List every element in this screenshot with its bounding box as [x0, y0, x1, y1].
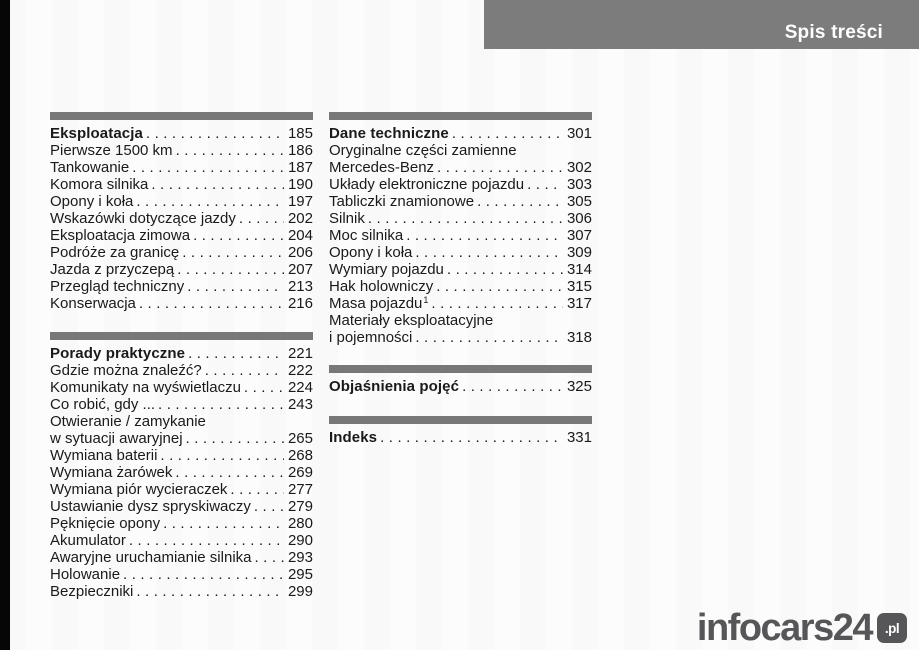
page-number: 187 — [287, 159, 313, 176]
page-number: 306 — [566, 210, 592, 227]
dot-leader — [176, 142, 284, 159]
toc-entry — [50, 244, 313, 261]
toc-entry-label: Moc silnika — [329, 227, 404, 244]
page-number: 213 — [287, 278, 313, 295]
chapter-header-bar — [484, 0, 919, 49]
toc-entry — [329, 378, 592, 395]
toc-entry — [50, 261, 313, 278]
toc-entry-label: Wskazówki dotyczące jazdy — [50, 210, 236, 227]
toc-entry-label: Wymiana żarówek — [50, 464, 173, 481]
toc-entry — [50, 227, 313, 244]
toc-entry-label: Pęknięcie opony — [50, 515, 161, 532]
page-number: 224 — [287, 379, 313, 396]
page-number: 207 — [287, 261, 313, 278]
logo-pl-badge: .pl — [877, 613, 907, 643]
toc-entry — [50, 142, 313, 159]
toc-entry-label: Konserwacja — [50, 295, 136, 312]
table-of-contents — [50, 112, 592, 600]
toc-entry-wrap-line — [329, 312, 592, 329]
toc-entry — [50, 549, 313, 566]
dot-leader — [163, 515, 284, 532]
toc-entry — [329, 429, 592, 446]
toc-entry-label: Mercedes-Benz — [329, 159, 435, 176]
page-number: 268 — [287, 447, 313, 464]
dot-leader — [177, 261, 284, 278]
toc-entry-label: Eksploatacja — [50, 125, 143, 142]
toc-entry — [50, 566, 313, 583]
dot-leader — [123, 566, 284, 583]
toc-entry-label: Oryginalne części zamienne — [329, 142, 517, 159]
toc-entry-label: Pierwsze 1500 km — [50, 142, 173, 159]
toc-entry-label: Gdzie można znaleźć? — [50, 362, 202, 379]
toc-entry — [50, 498, 313, 515]
page-number: 303 — [566, 176, 592, 193]
page-number: 186 — [287, 142, 313, 159]
toc-section-dane-techniczne — [329, 112, 592, 346]
dot-leader — [406, 227, 563, 244]
toc-entry — [329, 210, 592, 227]
page-number: 318 — [566, 329, 592, 346]
page-number: 206 — [287, 244, 313, 261]
toc-entry-label: Opony i koła — [50, 193, 134, 210]
toc-entry — [50, 379, 313, 396]
toc-entry-label: Bezpieczniki — [50, 583, 134, 600]
page-number: 185 — [287, 125, 313, 142]
dot-leader — [175, 464, 284, 481]
dot-leader — [239, 210, 284, 227]
toc-entry — [329, 261, 592, 278]
toc-entry-label: Akumulator — [50, 532, 126, 549]
page-number: 331 — [566, 429, 592, 446]
dot-leader — [136, 193, 284, 210]
toc-section-objasnienia — [329, 365, 592, 395]
page-number: 202 — [287, 210, 313, 227]
page-number: 269 — [287, 464, 313, 481]
page-number: 293 — [287, 549, 313, 566]
toc-entry-label: Holowanie — [50, 566, 121, 583]
logo-brand-text: infocars24 — [696, 606, 872, 649]
dot-leader — [205, 362, 284, 379]
dot-leader — [477, 193, 563, 210]
toc-entry-label: Wymiana piór wycieraczek — [50, 481, 228, 498]
toc-entry — [50, 295, 313, 312]
toc-entry-label: Tabliczki znamionowe — [329, 193, 475, 210]
toc-entry — [329, 159, 592, 176]
toc-entry — [50, 159, 313, 176]
toc-column-1 — [50, 112, 313, 600]
section-divider-bar — [329, 416, 592, 424]
page-number: 280 — [287, 515, 313, 532]
page-number: 222 — [287, 362, 313, 379]
dot-leader — [188, 345, 284, 362]
dot-leader — [431, 295, 563, 312]
toc-entry — [50, 176, 313, 193]
section-divider-bar — [329, 112, 592, 120]
page-number: 317 — [566, 295, 592, 312]
toc-entry — [329, 295, 592, 312]
page-number: 307 — [566, 227, 592, 244]
toc-entry — [50, 515, 313, 532]
toc-entry-label: Hak holowniczy — [329, 278, 434, 295]
dot-leader — [254, 498, 284, 515]
toc-entry-label: Układy elektroniczne pojazdu — [329, 176, 525, 193]
dot-leader — [151, 176, 284, 193]
dot-leader — [158, 396, 284, 413]
toc-entry-label: Wymiary pojazdu — [329, 261, 444, 278]
page-number: 265 — [287, 430, 313, 447]
dot-leader — [415, 244, 563, 261]
dot-leader — [146, 125, 284, 142]
toc-entry-label: Komunikaty na wyświetlaczu — [50, 379, 241, 396]
section-divider-bar — [329, 365, 592, 373]
dot-leader — [230, 481, 284, 498]
toc-entry-wrap-line — [50, 413, 313, 430]
page-number: 290 — [287, 532, 313, 549]
page-number: 302 — [566, 159, 592, 176]
dot-leader — [380, 429, 563, 446]
toc-entry — [50, 447, 313, 464]
toc-entry-label: Ustawianie dysz spryskiwaczy — [50, 498, 251, 515]
toc-entry-label: Indeks — [329, 429, 378, 446]
toc-entry-label: Komora silnika — [50, 176, 149, 193]
toc-entry — [329, 329, 592, 346]
toc-entry — [50, 464, 313, 481]
dot-leader — [527, 176, 563, 193]
toc-section-porady — [50, 332, 313, 600]
toc-entry — [50, 396, 313, 413]
dot-leader — [182, 244, 284, 261]
section-divider-bar — [50, 112, 313, 120]
dot-leader — [368, 210, 563, 227]
page-number: 325 — [566, 378, 592, 395]
toc-entry — [329, 244, 592, 261]
toc-entry — [329, 193, 592, 210]
toc-entry — [50, 278, 313, 295]
toc-entry — [50, 430, 313, 447]
dot-leader — [244, 379, 284, 396]
toc-section-indeks — [329, 416, 592, 446]
page-number: 277 — [287, 481, 313, 498]
toc-entry-label: Masa pojazdu — [329, 295, 423, 312]
page-number: 216 — [287, 295, 313, 312]
page-number: 295 — [287, 566, 313, 583]
toc-entry — [50, 583, 313, 600]
dot-leader — [193, 227, 284, 244]
toc-entry-label: i pojemności — [329, 329, 413, 346]
page-number: 315 — [566, 278, 592, 295]
dot-leader — [129, 532, 284, 549]
infocars24-logo — [696, 606, 907, 649]
toc-entry-label: Silnik — [329, 210, 365, 227]
dot-leader — [255, 549, 284, 566]
toc-entry — [50, 345, 313, 362]
toc-entry-label: Otwieranie / zamykanie — [50, 413, 206, 430]
page-number: 243 — [287, 396, 313, 413]
page-number: 190 — [287, 176, 313, 193]
toc-entry — [329, 227, 592, 244]
toc-entry-label: Tankowanie — [50, 159, 130, 176]
dot-leader — [437, 159, 563, 176]
page-number: 309 — [566, 244, 592, 261]
page-number: 299 — [287, 583, 313, 600]
page-number: 314 — [566, 261, 592, 278]
dot-leader — [160, 447, 284, 464]
footnote-superscript: 1 — [423, 295, 429, 305]
page-edge-bar — [0, 0, 10, 650]
page-number: 305 — [566, 193, 592, 210]
page-number: 279 — [287, 498, 313, 515]
dot-leader — [139, 295, 284, 312]
toc-entry-label: Wymiana baterii — [50, 447, 158, 464]
dot-leader — [132, 159, 284, 176]
toc-entry — [329, 125, 592, 142]
toc-entry — [50, 210, 313, 227]
toc-entry — [50, 193, 313, 210]
dot-leader — [452, 125, 563, 142]
dot-leader — [447, 261, 563, 278]
toc-entry-label: Jazda z przyczepą — [50, 261, 175, 278]
page-number: 221 — [287, 345, 313, 362]
page-number: 301 — [566, 125, 592, 142]
toc-entry-label: Co robić, gdy ... — [50, 396, 156, 413]
dot-leader — [187, 278, 284, 295]
page-number: 197 — [287, 193, 313, 210]
toc-column-2 — [329, 112, 592, 600]
toc-entry — [50, 125, 313, 142]
toc-entry-label: Porady praktyczne — [50, 345, 186, 362]
dot-leader — [186, 430, 284, 447]
page-title: Spis treści — [784, 22, 883, 43]
dot-leader — [136, 583, 284, 600]
toc-entry — [50, 481, 313, 498]
toc-entry-label: Przegląd techniczny — [50, 278, 185, 295]
toc-entry-label: Podróże za granicę — [50, 244, 180, 261]
toc-entry-label: Dane techniczne — [329, 125, 449, 142]
toc-entry-label: Materiały eksploatacyjne — [329, 312, 494, 329]
dot-leader — [462, 378, 563, 395]
toc-entry-label: Objaśnienia pojęć — [329, 378, 460, 395]
toc-entry — [50, 532, 313, 549]
toc-entry-label: Eksploatacja zimowa — [50, 227, 191, 244]
dot-leader — [415, 329, 563, 346]
toc-entry-label: Opony i koła — [329, 244, 413, 261]
section-divider-bar — [50, 332, 313, 340]
toc-entry — [50, 362, 313, 379]
toc-entry-label: Awaryjne uruchamianie silnika — [50, 549, 252, 566]
toc-entry-wrap-line — [329, 142, 592, 159]
page-number: 204 — [287, 227, 313, 244]
toc-entry — [329, 176, 592, 193]
dot-leader — [436, 278, 563, 295]
toc-entry-label: w sytuacji awaryjnej — [50, 430, 183, 447]
toc-entry — [329, 278, 592, 295]
toc-section-eksploatacja — [50, 112, 313, 312]
